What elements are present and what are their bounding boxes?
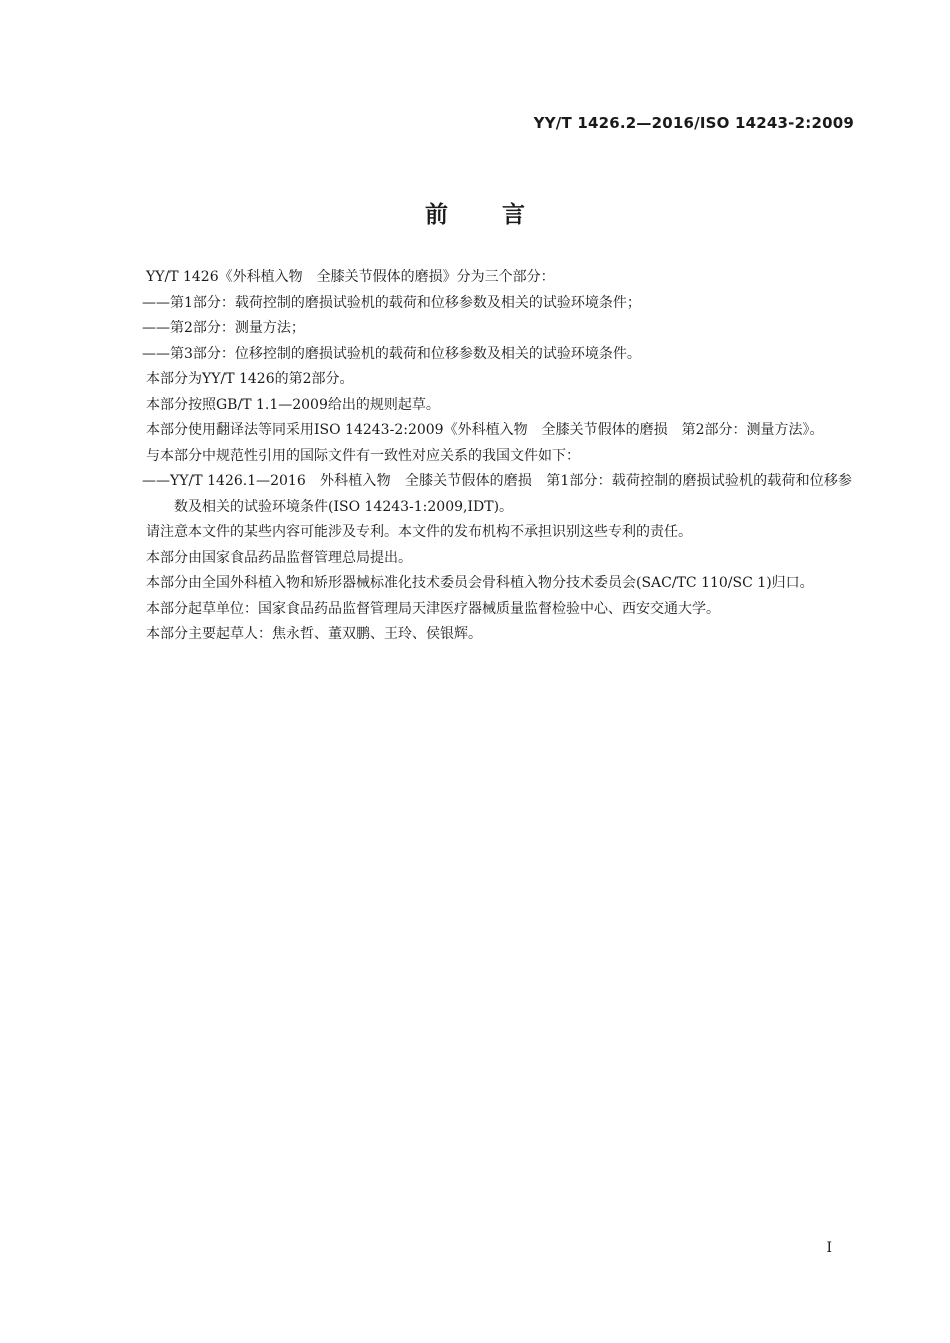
paragraph: 本部分为YY/T 1426的第2部分。 — [146, 371, 354, 387]
list-item: ——第2部分：测量方法； — [142, 320, 305, 336]
paragraph: 本部分使用翻译法等同采用ISO 14243-2:2009《外科植入物 全膝关节假体的磨损 第2部分：测量方法》。 — [146, 422, 824, 438]
list-item: ——YY/T 1426.1—2016 外科植入物 全膝关节假体的磨损 第1部分：载荷控制的磨损试验机的载荷和位移参数及相关的试验环境条件(ISO 14243-1:2009,IDT)。 — [142, 473, 852, 515]
standard-number: YY/T 1426.2—2016/ISO 14243-2:2009 — [533, 114, 854, 132]
list-item: ——第1部分：载荷控制的磨损试验机的载荷和位移参数及相关的试验环境条件； — [142, 294, 641, 311]
paragraph: 与本部分中规范性引用的国际文件有一致性对应关系的我国文件如下： — [146, 447, 580, 464]
paragraph: 请注意本文件的某些内容可能涉及专利。本文件的发布机构不承担识别这些专利的责任。 — [146, 524, 692, 540]
paragraph: 本部分起草单位：国家食品药品监督管理局天津医疗器械质量监督检验中心、西安交通大学。 — [146, 600, 720, 617]
foreword-body — [114, 265, 852, 648]
paragraph: 本部分按照GB/T 1.1—2009给出的规则起草。 — [146, 396, 440, 413]
paragraph: 本部分由国家食品药品监督管理总局提出。 — [146, 549, 412, 566]
list-item: ——第3部分：位移控制的磨损试验机的载荷和位移参数及相关的试验环境条件。 — [142, 345, 641, 362]
paragraph: 本部分主要起草人：焦永哲、董双鹏、王玲、侯银辉。 — [146, 626, 482, 642]
page-number: I — [826, 1240, 832, 1256]
page-title: 前言 — [425, 202, 579, 228]
paragraph: YY/T 1426《外科植入物 全膝关节假体的磨损》分为三个部分： — [146, 269, 555, 285]
paragraph: 本部分由全国外科植入物和矫形器械标准化技术委员会骨科植入物分技术委员会(SAC/TC 110/SC 1)归口。 — [146, 575, 814, 591]
